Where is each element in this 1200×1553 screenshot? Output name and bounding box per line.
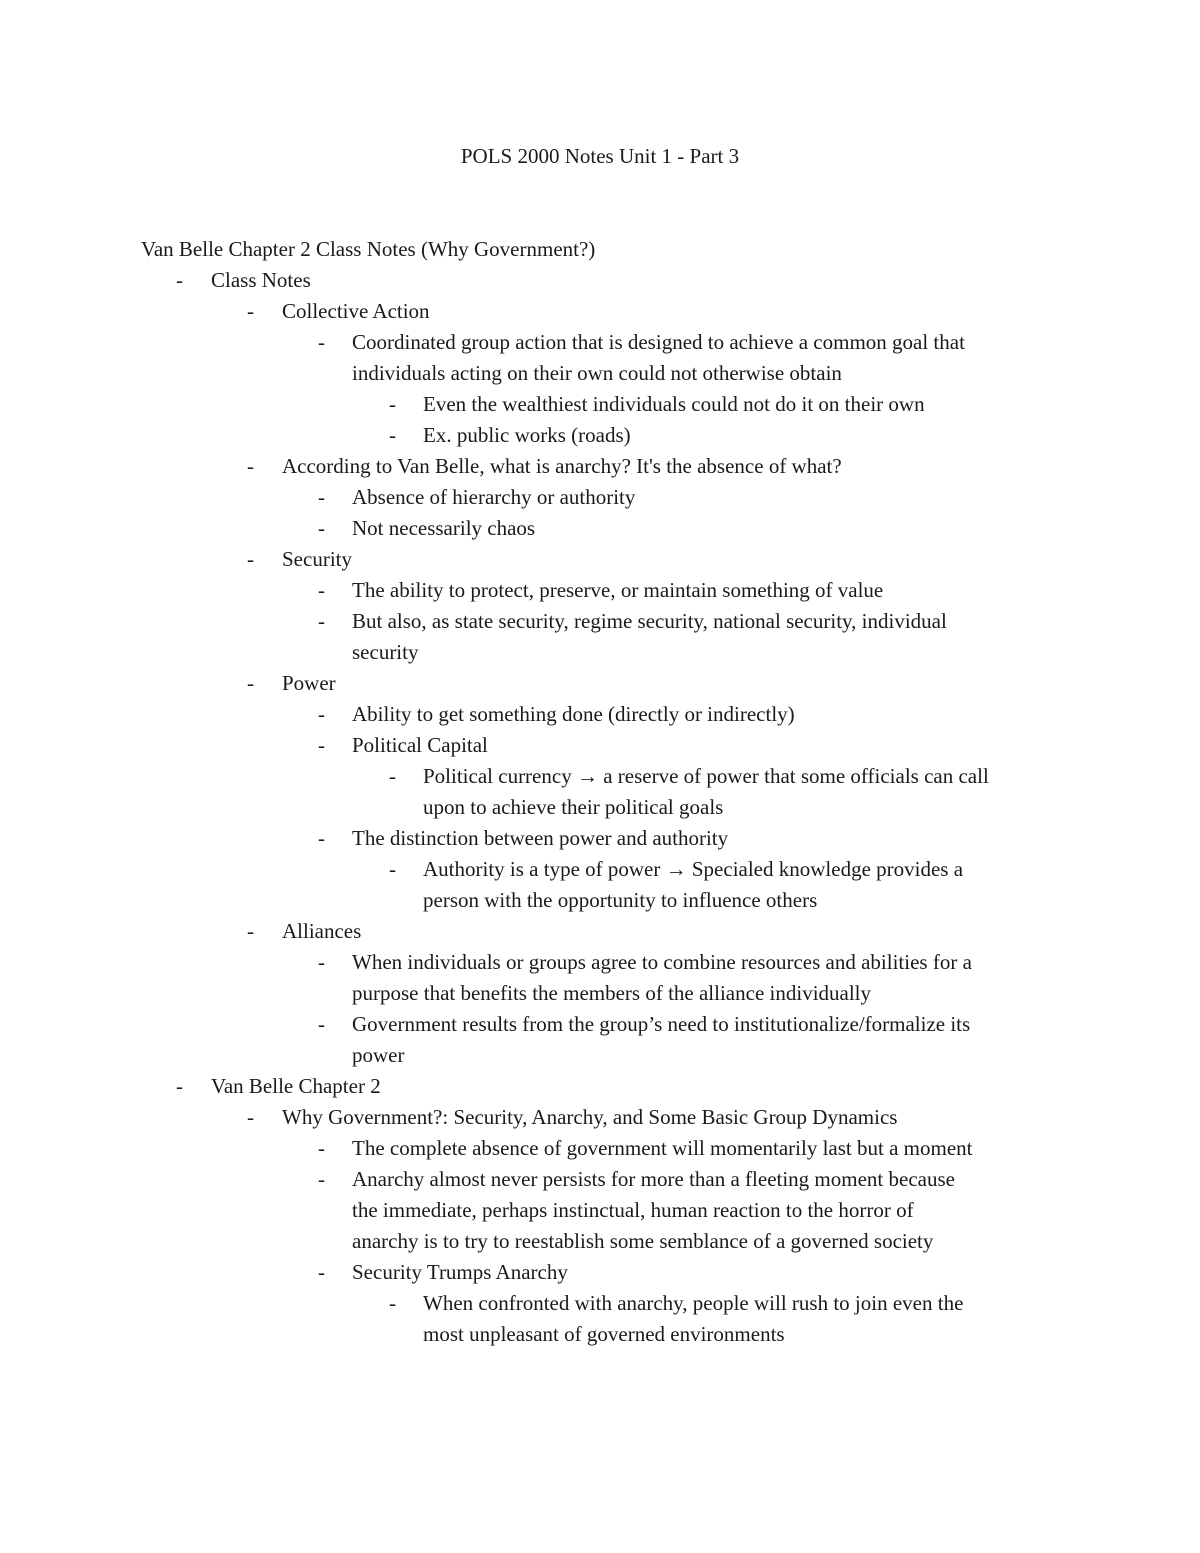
list-item-line: Class Notes [211,268,311,292]
list-item-line: When individuals or groups agree to combine resources and abilities for a [352,950,972,974]
list-item-text [352,947,972,1009]
list-item-text [423,1288,963,1350]
list-item [0,265,1200,296]
bullet-dash: - [318,1136,325,1160]
list-item [0,1288,1200,1350]
list-item [0,1257,1200,1288]
list-item-text [423,854,963,916]
list-item-line: Van Belle Chapter 2 [211,1074,381,1098]
list-item [0,1102,1200,1133]
bullet-dash: - [318,609,325,633]
list-item [0,1133,1200,1164]
list-item-line: Government results from the group’s need to institutionalize/formalize its [352,1012,971,1036]
list-item-text [211,265,311,296]
bullet-dash: - [389,423,396,447]
notes-outline [0,265,1200,1350]
list-item [0,699,1200,730]
bullet-dash: - [318,516,325,540]
bullet-dash: - [318,733,325,757]
list-item [0,730,1200,761]
list-item-line: Security [282,547,352,571]
bullet-dash: - [318,1167,325,1191]
bullet-dash: - [176,268,183,292]
list-item-line: Authority is a type of power → Specialed knowledge provides a [423,857,964,881]
list-item [0,1071,1200,1102]
list-item-text [423,761,989,823]
list-item-line: person with the opportunity to influence others [423,888,818,912]
list-item [0,513,1200,544]
bullet-dash: - [389,1291,396,1315]
bullet-dash: - [389,857,396,881]
list-item-text [282,668,336,699]
list-item-text [282,451,842,482]
list-item [0,389,1200,420]
list-item-line: security [352,640,419,664]
list-item [0,296,1200,327]
list-item-text [352,1133,972,1164]
bullet-dash: - [318,950,325,974]
list-item-line: Even the wealthiest individuals could not do it on their own [423,392,925,416]
list-item-text [282,296,430,327]
bullet-dash: - [318,1012,325,1036]
list-item-line: Ability to get something done (directly or indirectly) [352,702,795,726]
list-item [0,1009,1200,1071]
list-item-text [352,1009,970,1071]
list-item-line: Political Capital [352,733,488,757]
list-item-line: anarchy is to try to reestablish some semblance of a governed society [352,1229,934,1253]
document-title: POLS 2000 Notes Unit 1 - Part 3 [460,144,740,168]
list-item-line: When confronted with anarchy, people will rush to join even the [423,1291,964,1315]
list-item-line: According to Van Belle, what is anarchy? It's the absence of what? [282,454,842,478]
list-item [0,420,1200,451]
list-item-text [352,730,488,761]
list-item [0,575,1200,606]
list-item [0,327,1200,389]
list-item-text [352,1164,955,1257]
list-item-line: power [352,1043,405,1067]
list-item-text [352,823,728,854]
list-item-line: purpose that benefits the members of the alliance individually [352,981,872,1005]
list-item-line: Absence of hierarchy or authority [352,485,636,509]
list-item-text [352,606,947,668]
list-item-line: Collective Action [282,299,430,323]
list-item-line: Not necessarily chaos [352,516,536,540]
list-item-line: Power [282,671,336,695]
bullet-dash: - [247,454,254,478]
list-item [0,606,1200,668]
list-item-line: The complete absence of government will momentarily last but a moment [352,1136,973,1160]
bullet-dash: - [176,1074,183,1098]
list-item [0,854,1200,916]
list-item-line: Security Trumps Anarchy [352,1260,568,1284]
list-item-line: most unpleasant of governed environments [423,1322,785,1346]
section-heading: Van Belle Chapter 2 Class Notes (Why Government?) [141,237,596,261]
list-item-line: Anarchy almost never persists for more than a fleeting moment because [352,1167,955,1191]
list-item [0,482,1200,513]
list-item [0,668,1200,699]
list-item [0,451,1200,482]
bullet-dash: - [247,671,254,695]
list-item-text [352,575,883,606]
list-item-line: Alliances [282,919,362,943]
list-item [0,823,1200,854]
list-item-text [211,1071,381,1102]
list-item-line: The ability to protect, preserve, or maintain something of value [352,578,884,602]
list-item-line: Coordinated group action that is designed to achieve a common goal that [352,330,965,354]
bullet-dash: - [318,826,325,850]
list-item-text [423,420,631,451]
bullet-dash: - [318,578,325,602]
list-item [0,544,1200,575]
list-item-line: the immediate, perhaps instinctual, human reaction to the horror of [352,1198,914,1222]
bullet-dash: - [247,299,254,323]
list-item-line: But also, as state security, regime security, national security, individual [352,609,947,633]
list-item-line: The distinction between power and authority [352,826,729,850]
list-item-text [352,513,535,544]
list-item [0,761,1200,823]
list-item-text [352,482,635,513]
bullet-dash: - [318,330,325,354]
list-item-line: Why Government?: Security, Anarchy, and Some Basic Group Dynamics [282,1105,898,1129]
bullet-dash: - [389,392,396,416]
list-item-line: upon to achieve their political goals [423,795,724,819]
list-item-text [282,544,352,575]
bullet-dash: - [318,1260,325,1284]
list-item-text [352,699,795,730]
bullet-dash: - [247,1105,254,1129]
list-item-line: Political currency → a reserve of power that some officials can call [423,764,989,788]
list-item-text [352,327,965,389]
list-item [0,916,1200,947]
list-item-text [352,1257,568,1288]
list-item [0,1164,1200,1257]
list-item-line: individuals acting on their own could not otherwise obtain [352,361,842,385]
bullet-dash: - [389,764,396,788]
list-item-text [282,916,361,947]
list-item-text [282,1102,897,1133]
bullet-dash: - [318,485,325,509]
list-item-text [423,389,925,420]
list-item [0,947,1200,1009]
bullet-dash: - [247,547,254,571]
list-item-line: Ex. public works (roads) [423,423,631,447]
bullet-dash: - [247,919,254,943]
bullet-dash: - [318,702,325,726]
